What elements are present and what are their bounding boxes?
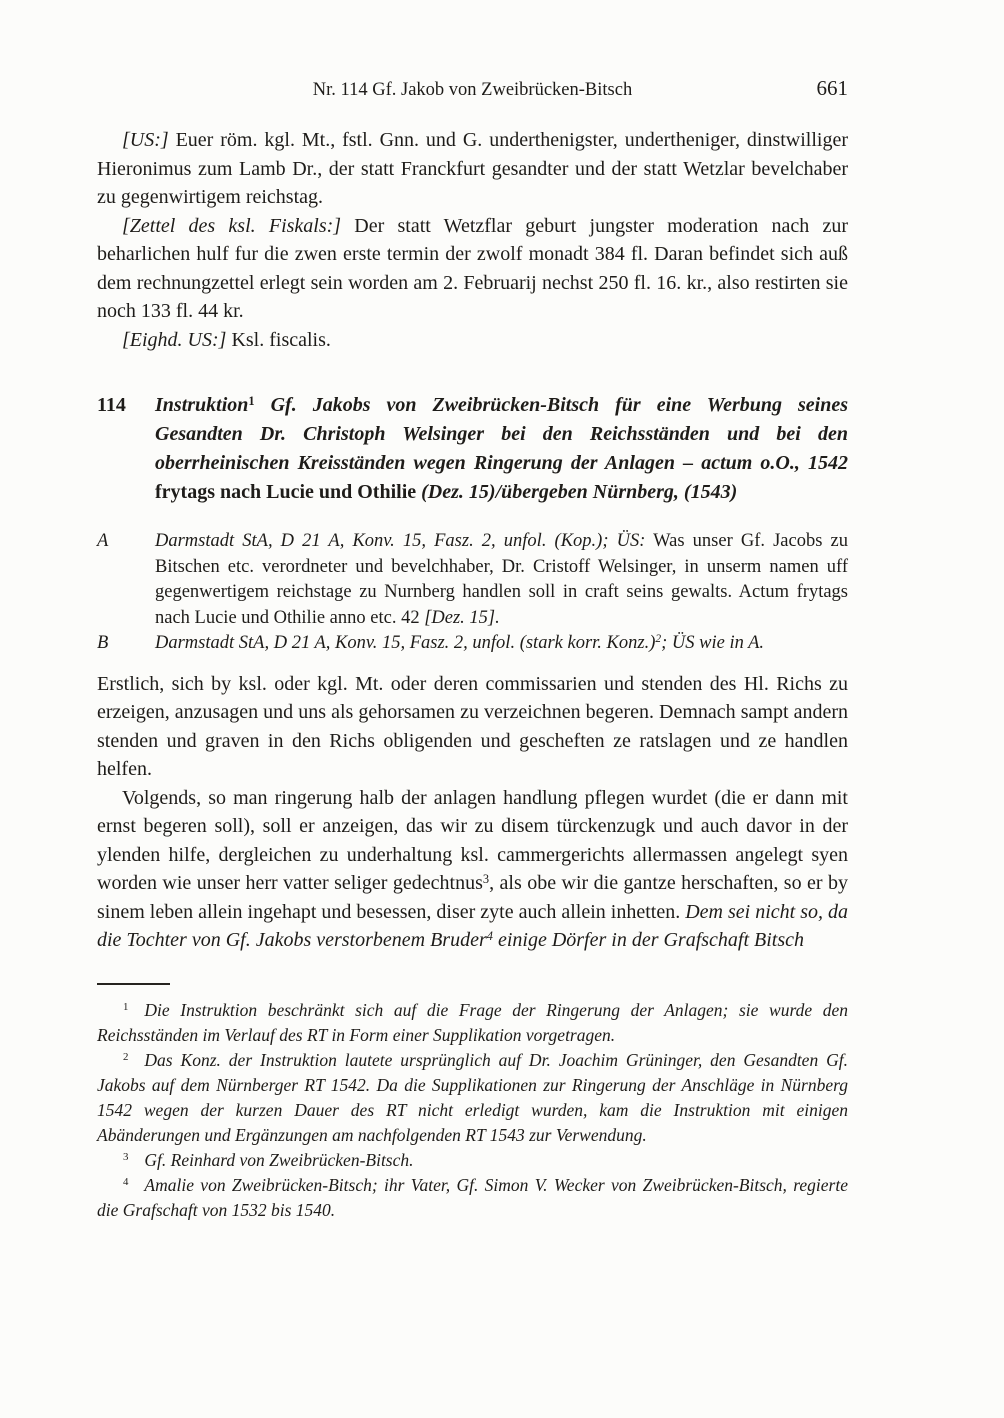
intro-section <box>97 126 848 354</box>
footnote-2 <box>97 1048 848 1148</box>
footnote-3 <box>97 1148 848 1173</box>
footnote-1 <box>97 998 848 1048</box>
footnote-4-text: Amalie von Zweibrücken-Bitsch; ihr Vater, Gf. Simon V. Wecker von Zweibrücken-Bitsch, regierte die Grafschaft von 1532 bis 1540. <box>97 1174 848 1220</box>
body-paragraph-volgends: Volgends, so man ringerung halb der anlagen handlung pflegen wurdet (die er dann mit ernst begeren soll), soll er anzeigen, das wir zu disem türckenzugk und auch davor in der ylenden hilfe, dergleichen zu underhaltung ksl. cammergerichts allermassen angelegt syen worden wie unser herr vatter seliger gedechtnus$^3$, als obe wir die gantze herschaften, so er by sinem leben allein ingehapt und besessen, diser zyte auch allein inhetten. Dem sei nicht so, da die Tochter von Gf. Jakobs verstorbenem Bruder$^4$ einige Dörfer in der Grafschaft Bitsch <box>97 786 848 951</box>
running-title: Nr. 114 Gf. Jakob von Zweibrücken-Bitsch <box>312 80 633 100</box>
footnote-1-number: 1 <box>123 1001 129 1014</box>
footnote-2-text: Das Konz. der Instruktion lautete ursprünglich auf Dr. Joachim Grüninger, den Gesandten Gf. Jakobs auf dem Nürnberger RT 1542. Da die Supplikationen zur Ringerung der Anschläge in Nürnberg 1542 wegen der kurzen Dauer des RT nicht erledigt wurden, kam die Instruktion mit einigen Abänderungen und Ergänzungen am nachfolgenden RT 1543 zur Verwendung. <box>97 1049 848 1145</box>
source-list <box>97 529 848 657</box>
page-header <box>97 78 848 102</box>
body-paragraph-erstlich: Erstlich, sich by ksl. oder kgl. Mt. oder deren commissarien und stenden des Hl. Richs zu erzeigen, anzusagen und uns als gehorsamen zu verzeichnen begeren. Demnach sampt andern stenden und graven in den Richs obligenden und gescheften ze ratslagen und ze handlen helfen. <box>97 672 848 780</box>
intro-paragraph-zettel: [Zettel des ksl. Fiskals:] Der statt Wetzflar geburt jungster moderation nach zur beharlichen hulf fur die zwen erste termin der zwolf monadt 384 fl. Daran befindet sich auß dem rechnungzettel erlegt sein worden am 2. Februarij nechst 250 fl. 16. kr., also restirten sie noch 133 fl. 44 kr. <box>97 214 848 322</box>
source-entry-a <box>97 529 848 631</box>
footnotes-section <box>97 998 848 1223</box>
footnote-separator <box>97 983 170 985</box>
footnote-4 <box>97 1173 848 1223</box>
footnote-2-number: 2 <box>123 1051 129 1064</box>
source-text-a: Darmstadt StA, D 21 A, Konv. 15, Fasz. 2, unfol. (Kop.); ÜS: Was unser Gf. Jacobs zu Bitschen etc. verordneter und bevelchhaber, Dr. Cristoff Welsinger, in unserm namen uff gegenwertigem reichstage zu Nurnberg handlen soll in craft seins gewalts. Actum frytags nach Lucie und Othilie anno etc. 42 [Dez. 15]. <box>155 531 848 628</box>
intro-paragraph-eighd: [Eighd. US:] Ksl. fiscalis. <box>122 328 331 351</box>
source-entry-b <box>97 631 848 657</box>
footnote-4-number: 4 <box>123 1176 129 1189</box>
intro-paragraph-us: [US:] Euer röm. kgl. Mt., fstl. Gnn. und G. underthenigster, undertheniger, dinstwilliger Hieronimus zum Lamb Dr., der statt Franckfurt gesandter und der statt Wetzlar bevelchaber zu gegenwirtigem reichstag. <box>97 129 848 208</box>
footnote-3-number: 3 <box>123 1151 129 1164</box>
footnote-3-text: Gf. Reinhard von Zweibrücken-Bitsch. <box>144 1149 414 1170</box>
entry-number: 114 <box>97 394 126 416</box>
page-number: 661 <box>816 76 848 100</box>
main-text <box>97 670 848 955</box>
source-text-b: Darmstadt StA, D 21 A, Konv. 15, Fasz. 2, unfol. (stark korr. Konz.)$^2$; ÜS wie in A. <box>155 633 765 653</box>
entry-heading <box>97 391 848 507</box>
entry-title: Instruktion$^1$ Gf. Jakobs von Zweibrücken-Bitsch für eine Werbung seines Gesandten Dr. Christoph Welsinger bei den Reichsständen und bei den oberrheinischen Kreisständen wegen Ringerung der Anlagen – actum o.O., 1542 frytags nach Lucie und Othilie (Dez. 15)/übergeben Nürnberg, (1543) <box>155 393 848 503</box>
footnote-1-text: Die Instruktion beschränkt sich auf die Frage der Ringerung der Anlagen; sie wurde den Reichsständen im Verlauf des RT in Form einer Supplikation vorgetragen. <box>97 999 848 1045</box>
source-label-a: A <box>97 531 109 551</box>
source-label-b: B <box>97 633 109 653</box>
